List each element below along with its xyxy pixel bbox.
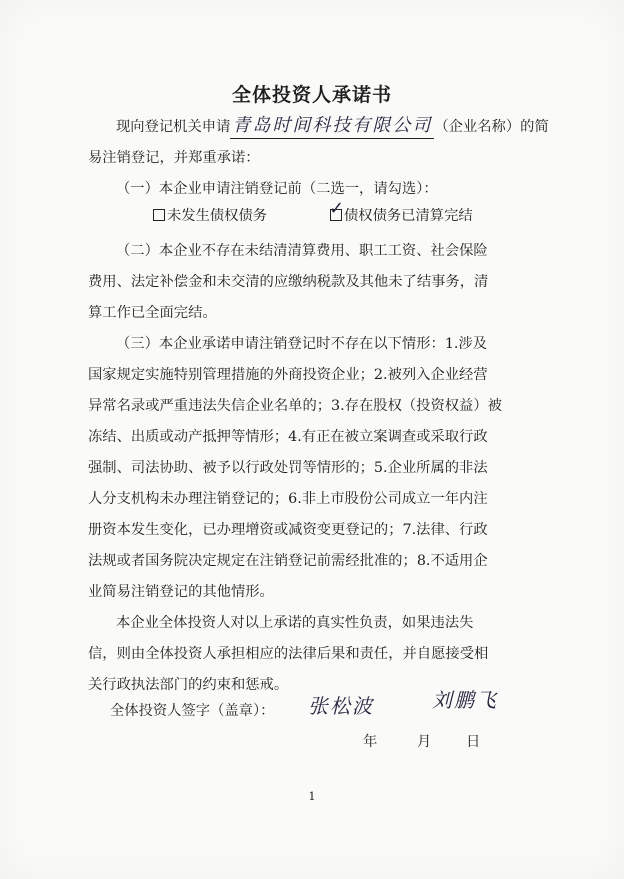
company-name-handwritten: 青岛时间科技有限公司	[232, 115, 433, 136]
option2-label: 债权债务已清算完结	[344, 208, 473, 224]
section3-paragraph	[88, 329, 528, 608]
page-number: 1	[308, 790, 316, 803]
section4-line: 本企业全体投资人对以上承诺的真实性负责，如果违法失	[116, 615, 474, 631]
signature-label: 全体投资人签字（盖章）：	[110, 703, 275, 719]
intro-suffix: （企业名称）的简	[434, 119, 549, 135]
option-debt-cleared[interactable]	[329, 198, 473, 225]
section2-line: 算工作已全面完结。	[88, 305, 217, 321]
section3-line: 册资本发生变化，已办理增资或减资变更登记的；7.法律、行政	[88, 522, 488, 538]
section3-line: （三）本企业承诺申请注销登记时不存在以下情形：1.涉及	[116, 336, 488, 352]
option1-checkbox[interactable]	[153, 209, 165, 221]
section3-line: 异常名录或严重违法失信企业名单的；3.存在股权（投资权益）被	[88, 398, 502, 414]
date-year: 年	[363, 734, 378, 750]
intro-prefix: 现向登记机关申请	[116, 119, 231, 135]
signature-1-handwritten: 张松波	[308, 694, 374, 718]
option1-label: 未发生债权债务	[167, 208, 268, 224]
date-month: 月	[417, 734, 432, 750]
section3-line: 冻结、出质或动产抵押等情形；4.有正在被立案调查或采取行政	[88, 429, 488, 445]
section1-heading	[88, 174, 528, 205]
intro-line2: 易注销登记，并郑重承诺：	[88, 150, 260, 166]
signature-2-handwritten: 刘鹏飞	[432, 688, 498, 712]
section3-line: 国家规定实施特别管理措施的外商投资企业；2.被列入企业经营	[88, 367, 488, 383]
intro-paragraph	[88, 112, 549, 174]
section2-line: （二）本企业不存在未结清清算费用、职工工资、社会保险	[116, 243, 488, 259]
section2-paragraph	[88, 236, 528, 329]
option2-checkbox[interactable]	[329, 198, 345, 221]
section3-line: 业简易注销登记的其他情形。	[88, 584, 274, 600]
option-no-debt[interactable]	[153, 205, 267, 225]
section4-line: 关行政执法部门的约束和惩戒。	[88, 677, 289, 693]
section3-line: 强制、司法协助、被予以行政处罚等情形的；5.企业所属的非法	[88, 460, 488, 476]
document-title: 全体投资人承诺书	[231, 84, 392, 106]
section1-text: （一）本企业申请注销登记前（二选一，请勾选）：	[116, 181, 438, 197]
section3-line: 人分支机构未办理注销登记的；6.非上市股份公司成立一年内注	[88, 491, 488, 507]
section3-line: 法规或者国务院决定规定在注销登记前需经批准的；8.不适用企	[88, 553, 488, 569]
date-day: 日	[466, 734, 481, 750]
check-mark-icon: ✓	[329, 198, 345, 219]
section4-line: 信，则由全体投资人承担相应的法律后果和责任，并自愿接受相	[88, 646, 489, 662]
section2-line: 费用、法定补偿金和未交清的应缴纳税款及其他未了结事务，清	[88, 274, 489, 290]
